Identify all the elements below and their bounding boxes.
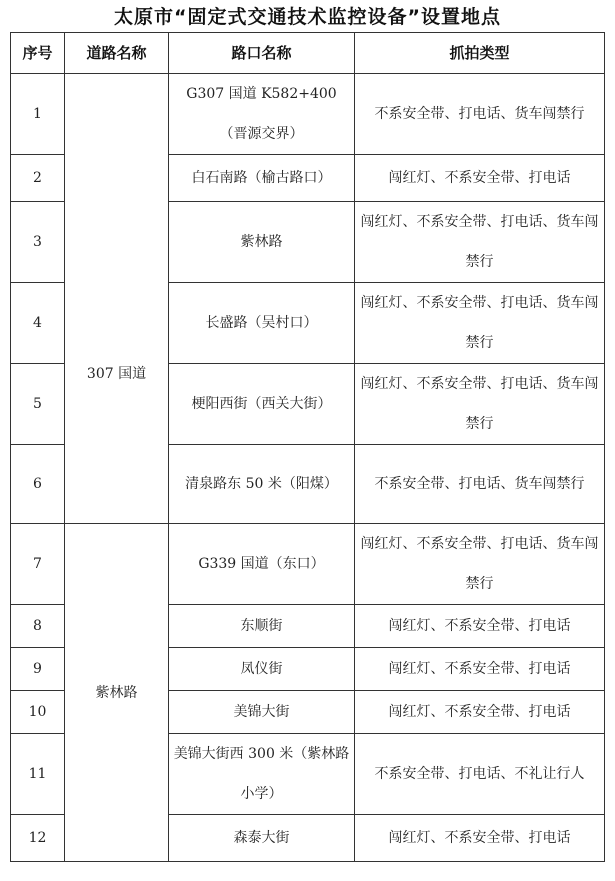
crossing-name: 森泰大街 <box>169 815 355 862</box>
crossing-name: 梗阳西街（西关大街） <box>169 364 355 445</box>
capture-type: 闯红灯、不系安全带、打电话、货车闯禁行 <box>355 364 605 445</box>
capture-type: 闯红灯、不系安全带、打电话 <box>355 648 605 691</box>
capture-type: 闯红灯、不系安全带、打电话 <box>355 691 605 734</box>
crossing-name: 紫林路 <box>169 202 355 283</box>
table-row <box>11 74 605 155</box>
crossing-name: 东顺街 <box>169 605 355 648</box>
row-serial: 10 <box>11 691 65 734</box>
header-crossing-name: 路口名称 <box>169 33 355 74</box>
road-name: 307 国道 <box>86 365 147 382</box>
row-serial: 3 <box>11 202 65 283</box>
crossing-name: 凤仪街 <box>169 648 355 691</box>
row-serial: 6 <box>11 445 65 524</box>
row-serial: 2 <box>11 155 65 202</box>
capture-type: 闯红灯、不系安全带、打电话、货车闯禁行 <box>355 283 605 364</box>
capture-type: 不系安全带、打电话、货车闯禁行 <box>355 445 605 524</box>
road-name: 紫林路 <box>95 684 138 701</box>
crossing-name: 长盛路（吴村口） <box>169 283 355 364</box>
crossing-name: G307 国道 K582+400（晋源交界） <box>169 74 355 155</box>
header-capture-type: 抓拍类型 <box>355 33 605 74</box>
road-name-cell <box>65 74 169 524</box>
header-serial: 序号 <box>11 33 65 74</box>
capture-type: 不系安全带、打电话、货车闯禁行 <box>355 74 605 155</box>
row-serial: 5 <box>11 364 65 445</box>
crossing-name: 美锦大街 <box>169 691 355 734</box>
row-serial: 4 <box>11 283 65 364</box>
row-serial: 12 <box>11 815 65 862</box>
road-name-cell <box>65 524 169 862</box>
row-serial: 1 <box>11 74 65 155</box>
row-serial: 9 <box>11 648 65 691</box>
row-serial: 11 <box>11 734 65 815</box>
capture-type: 闯红灯、不系安全带、打电话 <box>355 605 605 648</box>
crossing-name: 白石南路（榆古路口） <box>169 155 355 202</box>
row-serial: 7 <box>11 524 65 605</box>
row-serial: 8 <box>11 605 65 648</box>
device-location-table <box>10 32 605 862</box>
table-row <box>11 524 605 605</box>
crossing-name: 清泉路东 50 米（阳煤） <box>169 445 355 524</box>
capture-type: 闯红灯、不系安全带、打电话 <box>355 155 605 202</box>
capture-type: 闯红灯、不系安全带、打电话、货车闯禁行 <box>355 524 605 605</box>
page-title: 太原市“固定式交通技术监控设备”设置地点 <box>114 6 501 28</box>
capture-type: 闯红灯、不系安全带、打电话、货车闯禁行 <box>355 202 605 283</box>
crossing-name: 美锦大街西 300 米（紫林路小学） <box>169 734 355 815</box>
header-road-name: 道路名称 <box>65 33 169 74</box>
table-header-row <box>11 33 605 74</box>
crossing-name: G339 国道（东口） <box>169 524 355 605</box>
capture-type: 不系安全带、打电话、不礼让行人 <box>355 734 605 815</box>
capture-type: 闯红灯、不系安全带、打电话 <box>355 815 605 862</box>
